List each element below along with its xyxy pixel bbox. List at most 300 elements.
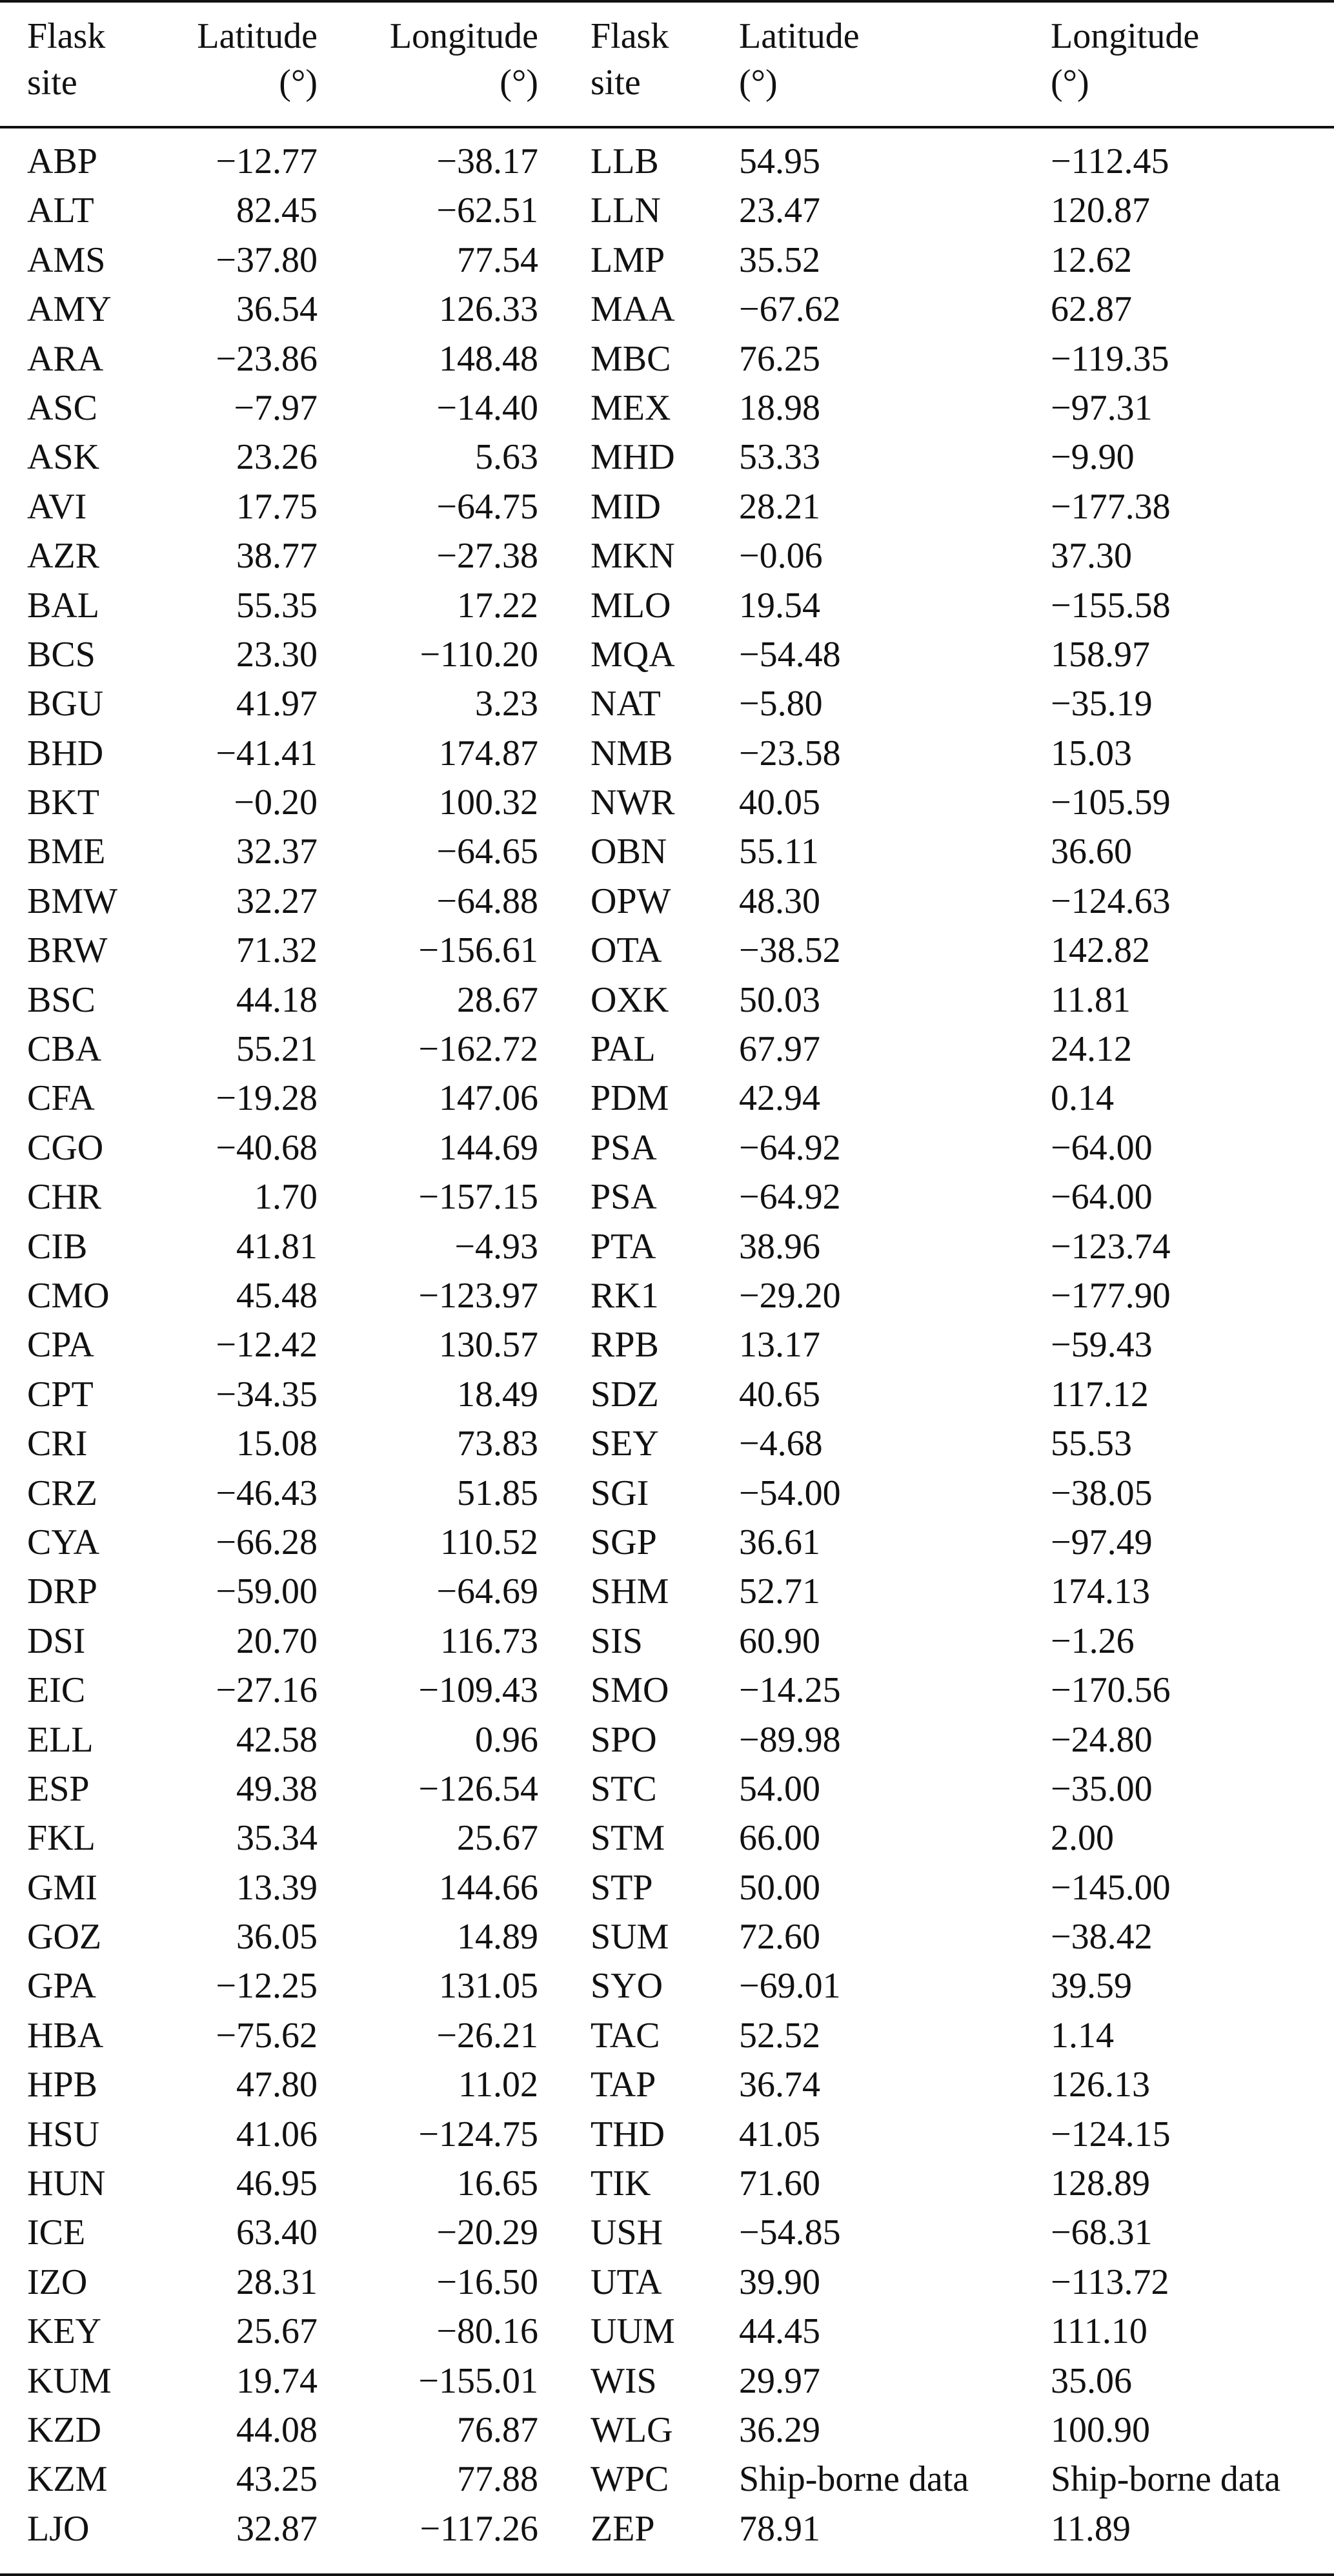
table-row [0,2455,1334,2504]
flask-site-cell: PTA [591,1226,656,1267]
longitude-cell: −64.65 [436,832,538,872]
table-row [0,1567,1334,1616]
flask-site-cell: AMY [27,289,112,330]
flask-site-cell: MHD [591,437,675,478]
flask-site-cell: ARA [27,338,104,379]
flask-site-cell: ASC [27,387,97,428]
latitude-cell: −4.68 [739,1424,823,1464]
longitude-cell: −64.00 [1051,1127,1153,1168]
latitude-cell: 36.74 [739,2065,820,2105]
latitude-cell: 60.90 [739,1620,820,1661]
table-row [0,1469,1334,1518]
longitude-cell: 142.82 [1051,930,1150,971]
longitude-cell: 39.59 [1051,1966,1132,2007]
latitude-cell: 32.37 [236,832,318,872]
latitude-cell: 71.60 [739,2163,820,2204]
flask-site-cell: CGO [27,1127,104,1168]
flask-site-cell: MQA [591,634,675,675]
latitude-cell: 13.39 [236,1867,318,1908]
flask-site-cell: OPW [591,881,671,921]
header-line: Longitude [1051,16,1200,56]
longitude-cell: −97.31 [1051,387,1153,428]
latitude-cell: 19.74 [236,2360,318,2401]
longitude-cell: −123.74 [1051,1226,1171,1267]
latitude-cell: −37.80 [216,240,318,280]
flask-site-cell: CIB [27,1226,88,1267]
latitude-cell: −89.98 [739,1719,841,1760]
header-flask-site-2 [591,13,669,106]
latitude-cell: 55.35 [236,585,318,626]
latitude-cell: 13.17 [739,1325,820,1365]
latitude-cell: 50.03 [739,979,820,1020]
table-row [0,1123,1334,1172]
flask-site-cell: MEX [591,387,671,428]
table-row [0,827,1334,876]
table-row [0,236,1334,285]
flask-site-cell: HBA [27,2015,104,2056]
latitude-cell: −69.01 [739,1966,841,2007]
longitude-cell: 55.53 [1051,1424,1132,1464]
longitude-cell: −26.21 [436,2015,538,2056]
header-latitude-2 [739,13,860,106]
flask-site-cell: DRP [27,1571,97,1612]
longitude-cell: −162.72 [418,1029,538,1070]
flask-site-cell: BSC [27,979,96,1020]
latitude-cell: −54.00 [739,1473,841,1513]
longitude-cell: −64.69 [436,1571,538,1612]
flask-site-cell: ZEP [591,2508,655,2549]
flask-site-cell: KZD [27,2409,102,2450]
latitude-cell: 46.95 [236,2163,318,2204]
longitude-cell: −38.05 [1051,1473,1153,1513]
longitude-cell: 147.06 [439,1078,538,1119]
flask-site-cell: LLB [591,141,659,181]
latitude-cell: −34.35 [216,1374,318,1415]
flask-site-cell: BAL [27,585,99,626]
longitude-cell: 0.14 [1051,1078,1114,1119]
longitude-cell: −4.93 [454,1226,538,1267]
flask-site-cell: SGP [591,1522,657,1562]
longitude-cell: 5.63 [475,437,538,478]
table-row [0,531,1334,580]
latitude-cell: −29.20 [739,1275,841,1316]
flask-site-cell: AMS [27,240,106,280]
latitude-cell: −67.62 [739,289,841,330]
longitude-cell: 126.33 [439,289,538,330]
latitude-cell: −75.62 [216,2015,318,2056]
longitude-cell: −35.00 [1051,1768,1153,1809]
flask-site-cell: PAL [591,1029,656,1070]
longitude-cell: 144.66 [439,1867,538,1908]
table-row [0,1370,1334,1419]
table-row [0,2110,1334,2159]
longitude-cell: 25.67 [457,1818,538,1859]
latitude-cell: 71.32 [236,930,318,971]
longitude-cell: 28.67 [457,979,538,1020]
longitude-cell: 77.54 [457,240,538,280]
table-row [0,1172,1334,1222]
longitude-cell: −59.43 [1051,1325,1153,1365]
latitude-cell: 45.48 [236,1275,318,1316]
flask-site-cell: MID [591,486,661,527]
flask-site-cell: PSA [591,1127,657,1168]
flask-site-cell: CRZ [27,1473,97,1513]
table-row [0,2060,1334,2109]
flask-site-cell: SHM [591,1571,669,1612]
longitude-cell: 148.48 [439,338,538,379]
longitude-cell: 35.06 [1051,2360,1132,2401]
longitude-cell: −68.31 [1051,2213,1153,2253]
flask-site-cell: THD [591,2114,665,2154]
flask-site-cell: NWR [591,782,675,823]
flask-site-cell: SUM [591,1917,669,1958]
table-row [0,1912,1334,1961]
table-row [0,1814,1334,1863]
longitude-cell: 144.69 [439,1127,538,1168]
latitude-cell: 63.40 [236,2213,318,2253]
header-longitude-2 [1051,13,1199,106]
longitude-cell: 16.65 [457,2163,538,2204]
flask-site-cell: CFA [27,1078,95,1119]
latitude-cell: 36.29 [739,2409,820,2450]
longitude-cell: 174.87 [439,733,538,773]
flask-site-cell: UUM [591,2311,675,2352]
longitude-cell: −123.97 [418,1275,538,1316]
latitude-cell: 55.11 [739,832,819,872]
longitude-cell: 131.05 [439,1966,538,2007]
longitude-cell: 76.87 [457,2409,538,2450]
table-row [0,630,1334,679]
header-line: site [27,63,77,103]
latitude-cell: −40.68 [216,1127,318,1168]
latitude-cell: 19.54 [739,585,820,626]
latitude-cell: 17.75 [236,486,318,527]
header-flask-site-1 [27,13,105,106]
table-row [0,877,1334,926]
latitude-cell: 48.30 [739,881,820,921]
latitude-cell: −7.97 [234,387,318,428]
table-row [0,1666,1334,1715]
table-row [0,581,1334,630]
latitude-cell: 39.90 [739,2262,820,2302]
longitude-cell: 117.12 [1051,1374,1149,1415]
longitude-cell: −105.59 [1051,782,1171,823]
latitude-cell: 42.58 [236,1719,318,1760]
table-body [0,137,1334,2553]
header-line: (°) [739,63,778,103]
flask-site-cell: GMI [27,1867,97,1908]
latitude-cell: −12.42 [216,1325,318,1365]
table-row [0,1863,1334,1912]
latitude-cell: −23.86 [216,338,318,379]
latitude-cell: −12.77 [216,141,318,181]
latitude-cell: −5.80 [739,684,823,724]
flask-site-cell: OTA [591,930,662,971]
longitude-cell: −126.54 [418,1768,538,1809]
table-row [0,334,1334,383]
latitude-cell: 38.96 [739,1226,820,1267]
longitude-cell: −156.61 [418,930,538,971]
latitude-cell: 15.08 [236,1424,318,1464]
table-row [0,2208,1334,2257]
latitude-cell: 47.80 [236,2065,318,2105]
flask-site-cell: HUN [27,2163,106,2204]
latitude-cell: 41.05 [739,2114,820,2154]
header-line: Latitude [197,16,318,56]
latitude-cell: 28.31 [236,2262,318,2302]
flask-site-cell: TIK [591,2163,651,2204]
latitude-cell: 1.70 [254,1177,318,1218]
longitude-cell: −35.19 [1051,684,1153,724]
table-row [0,1074,1334,1123]
header-line: Latitude [739,16,860,56]
latitude-cell: 36.61 [739,1522,820,1562]
longitude-cell: −157.15 [418,1177,538,1218]
latitude-cell: −64.92 [739,1177,841,1218]
longitude-cell: 15.03 [1051,733,1132,773]
latitude-cell: 82.45 [236,190,318,231]
table-row [0,2258,1334,2307]
table-row [0,186,1334,235]
longitude-cell: −109.43 [418,1670,538,1711]
flask-site-cell: IZO [27,2262,88,2302]
flask-site-cell: RPB [591,1325,659,1365]
longitude-cell: 1.14 [1051,2015,1114,2056]
latitude-cell: −54.85 [739,2213,841,2253]
flask-site-cell: MAA [591,289,675,330]
flask-site-cell: SGI [591,1473,649,1513]
flask-site-cell: OBN [591,832,667,872]
flask-site-cell: BRW [27,930,108,971]
flask-site-cell: HPB [27,2065,97,2105]
flask-site-cell: CPA [27,1325,94,1365]
latitude-cell: 40.05 [739,782,820,823]
flask-site-cell: CBA [27,1029,102,1070]
latitude-cell: −59.00 [216,1571,318,1612]
flask-site-cell: LMP [591,240,665,280]
longitude-cell: −9.90 [1051,437,1135,478]
latitude-cell: 44.08 [236,2409,318,2450]
flask-site-cell: BHD [27,733,104,773]
flask-site-cell: LLN [591,190,661,231]
flask-site-cell: CHR [27,1177,102,1218]
latitude-cell: −12.25 [216,1966,318,2007]
longitude-cell: −177.38 [1051,486,1171,527]
flask-site-cell: BME [27,832,106,872]
longitude-cell: −145.00 [1051,1867,1171,1908]
latitude-cell: −41.41 [216,733,318,773]
longitude-cell: 14.89 [457,1917,538,1958]
longitude-cell: 130.57 [439,1325,538,1365]
latitude-cell: 76.25 [739,338,820,379]
flask-site-cell: LJO [27,2508,90,2549]
table-row [0,285,1334,334]
longitude-cell: −38.17 [436,141,538,181]
longitude-cell: −20.29 [436,2213,538,2253]
table-row [0,1961,1334,2010]
flask-site-cell: CMO [27,1275,110,1316]
flask-site-cell: RK1 [591,1275,659,1316]
longitude-cell: −119.35 [1051,338,1169,379]
flask-site-cell: ALT [27,190,94,231]
latitude-cell: −54.48 [739,634,841,675]
table-row [0,2356,1334,2406]
longitude-cell: 36.60 [1051,832,1132,872]
longitude-cell: 100.32 [439,782,538,823]
longitude-cell: −64.75 [436,486,538,527]
table-row [0,1222,1334,1271]
latitude-cell: 54.95 [739,141,820,181]
flask-site-cell: CRI [27,1424,88,1464]
flask-site-cell: MBC [591,338,671,379]
longitude-cell: −24.80 [1051,1719,1153,1760]
longitude-cell: 11.02 [458,2065,538,2105]
longitude-cell: 73.83 [457,1424,538,1464]
latitude-cell: −38.52 [739,930,841,971]
header-line: (°) [279,63,318,103]
table-row [0,1271,1334,1320]
latitude-cell: 20.70 [236,1620,318,1661]
latitude-cell: −0.20 [234,782,318,823]
flask-site-cell: PDM [591,1078,669,1119]
header-line: Flask [27,16,106,56]
flask-site-cell: KUM [27,2360,112,2401]
flask-site-cell: AZR [27,536,99,577]
latitude-cell: 35.34 [236,1818,318,1859]
flask-site-cell: ABP [27,141,97,181]
longitude-cell: −113.72 [1051,2262,1169,2302]
flask-site-cell: MKN [591,536,675,577]
flask-site-cell: SEY [591,1424,659,1464]
flask-site-cell: HSU [27,2114,100,2154]
flask-site-cell: STM [591,1818,665,1859]
flask-site-cell: KZM [27,2459,108,2500]
longitude-cell: −124.63 [1051,881,1171,921]
table-top-rule [0,0,1334,3]
flask-site-cell: BGU [27,684,104,724]
table-row [0,679,1334,728]
latitude-cell: 36.05 [236,1917,318,1958]
flask-site-cell: NAT [591,684,661,724]
latitude-cell: 23.47 [739,190,820,231]
longitude-cell: −117.26 [419,2508,538,2549]
table-row [0,2011,1334,2060]
header-rule [0,126,1334,128]
header-longitude-1 [390,13,538,106]
table-row [0,482,1334,531]
flask-site-cell: ASK [27,437,100,478]
latitude-cell: 40.65 [739,1374,820,1415]
table-row [0,1764,1334,1814]
table-row [0,2307,1334,2356]
flask-site-cell: BCS [27,634,96,675]
longitude-cell: 62.87 [1051,289,1132,330]
table-row [0,2406,1334,2455]
latitude-cell: 41.06 [236,2114,318,2154]
table-row [0,778,1334,827]
latitude-cell: −14.25 [739,1670,841,1711]
latitude-cell: 50.00 [739,1867,820,1908]
latitude-cell: 23.26 [236,437,318,478]
latitude-cell: −0.06 [739,536,823,577]
latitude-cell: 78.91 [739,2508,820,2549]
latitude-cell: 54.00 [739,1768,820,1809]
latitude-cell: 42.94 [739,1078,820,1119]
flask-site-cell: ELL [27,1719,94,1760]
flask-site-cell: SPO [591,1719,657,1760]
header-line: Longitude [389,16,538,56]
longitude-cell: −124.15 [1051,2114,1171,2154]
latitude-cell: −23.58 [739,733,841,773]
longitude-cell: −112.45 [1051,141,1169,181]
latitude-cell: 25.67 [236,2311,318,2352]
latitude-cell: 52.71 [739,1571,820,1612]
longitude-cell: Ship-borne data [1051,2459,1281,2500]
table-row [0,2159,1334,2208]
longitude-cell: −14.40 [436,387,538,428]
longitude-cell: −1.26 [1051,1620,1135,1661]
latitude-cell: 23.30 [236,634,318,675]
longitude-cell: 111.10 [1051,2311,1147,2352]
flask-site-cell: WIS [591,2360,657,2401]
latitude-cell: 66.00 [739,1818,820,1859]
latitude-cell: 41.81 [236,1226,318,1267]
header-latitude-1 [197,13,318,106]
latitude-cell: 41.97 [236,684,318,724]
table-row [0,383,1334,433]
latitude-cell: 36.54 [236,289,318,330]
flask-site-cell: OXK [591,979,669,1020]
table-row [0,976,1334,1025]
latitude-cell: −66.28 [216,1522,318,1562]
longitude-cell: 3.23 [475,684,538,724]
flask-site-cell: AVI [27,486,87,527]
longitude-cell: 18.49 [457,1374,538,1415]
table-row [0,1320,1334,1369]
latitude-cell: −46.43 [216,1473,318,1513]
longitude-cell: 51.85 [457,1473,538,1513]
flask-site-cell: STP [591,1867,653,1908]
flask-site-cell: STC [591,1768,657,1809]
longitude-cell: 2.00 [1051,1818,1114,1859]
flask-site-cell: WLG [591,2409,673,2450]
longitude-cell: −27.38 [436,536,538,577]
flask-site-cell: WPC [591,2459,669,2500]
latitude-cell: −27.16 [216,1670,318,1711]
table-row [0,1419,1334,1468]
latitude-cell: 44.45 [739,2311,820,2352]
longitude-cell: −170.56 [1051,1670,1171,1711]
header-line: (°) [1051,63,1089,103]
flask-site-cell: ICE [27,2213,86,2253]
table-row [0,926,1334,975]
header-line: site [591,63,641,103]
latitude-cell: Ship-borne data [739,2459,969,2500]
longitude-cell: −62.51 [436,190,538,231]
flask-site-cell: KEY [27,2311,102,2352]
latitude-cell: 49.38 [236,1768,318,1809]
longitude-cell: 37.30 [1051,536,1132,577]
table-row [0,137,1334,186]
table-row [0,729,1334,778]
longitude-cell: 100.90 [1051,2409,1150,2450]
longitude-cell: 77.88 [457,2459,538,2500]
latitude-cell: −64.92 [739,1127,841,1168]
flask-site-cell: ESP [27,1768,90,1809]
longitude-cell: 110.52 [440,1522,538,1562]
latitude-cell: 72.60 [739,1917,820,1958]
longitude-cell: 126.13 [1051,2065,1150,2105]
